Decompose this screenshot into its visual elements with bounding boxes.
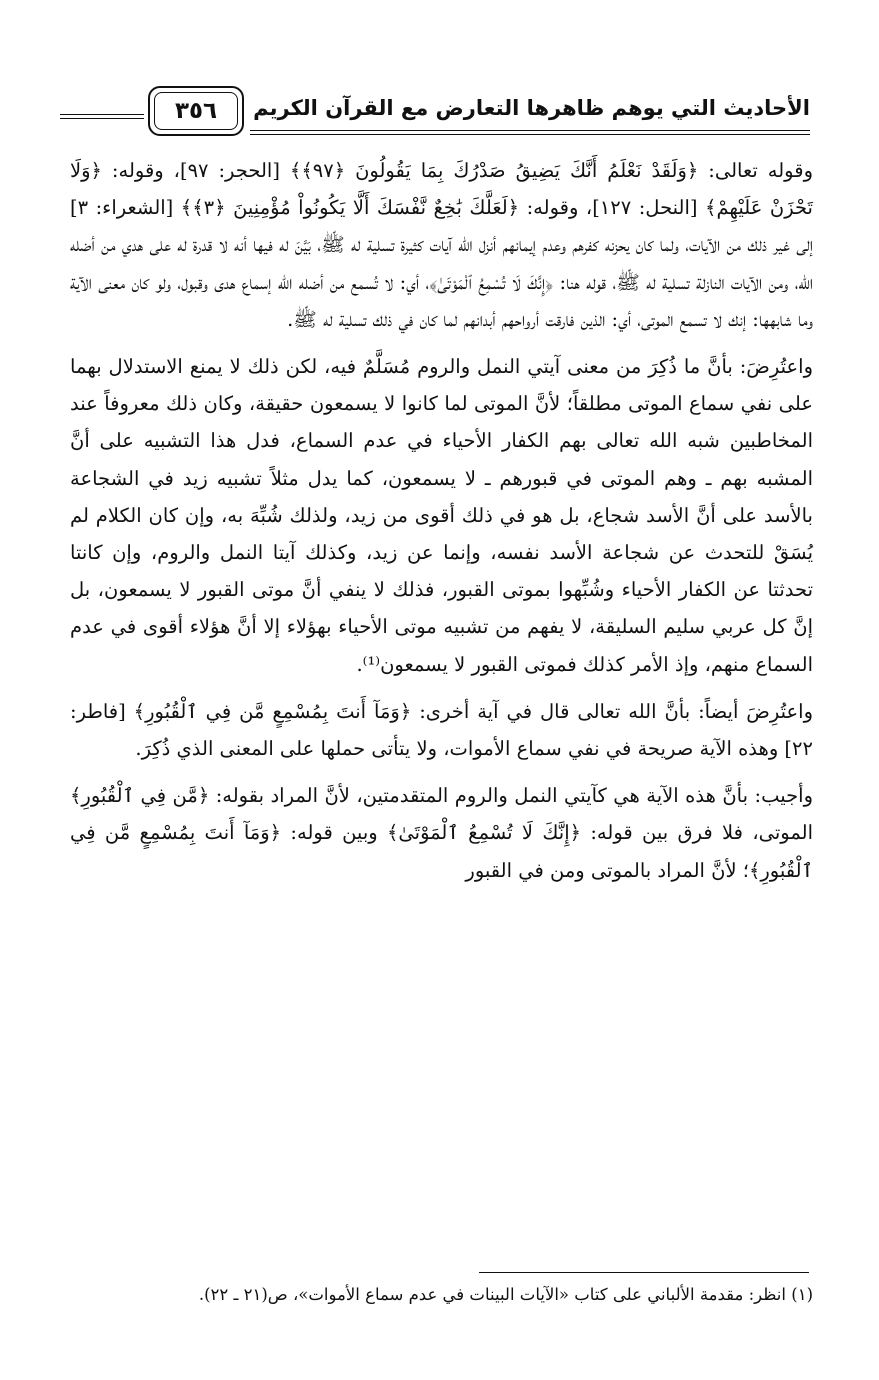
page-number-frame bbox=[148, 86, 244, 136]
paragraph: وقوله تعالى: ﴿وَلَقَدْ نَعْلَمُ أَنَّكَ يَضِيقُ صَدْرُكَ بِمَا يَقُولُونَ ﴿٩٧﴾﴾ [الحجر: ٩٧]، وقوله: ﴿وَلَا تَحْزَنْ عَلَيْهِمْ﴾ [النحل: ١٢٧]، وقوله: ﴿لَعَلَّكَ بَٰخِعٌ نَّفْسَكَ أَلَّا يَكُونُواْ مُؤْمِنِينَ ﴿٣﴾﴾ [الشعراء: ٣] إلى غير ذلك من الآيات، ولما كان يحزنه كفرهم وعدم إيمانهم أنزل الله آيات كثيرة تسلية له ﷺ، بَيَّنَ له فيها أنه لا قدرة له على هدي من أضله الله، ومن الآيات النازلة تسلية له ﷺ، قوله هنا: ﴿إِنَّكَ لَا تُسْمِعُ ٱلْمَوْتَىٰ﴾، أي: لا تُسمع من أضله الله إسماع هدى وقبول، ولو كان معنى الآية وما شابهها: إنك لا تسمع الموتى، أي: الذين فارقت أرواحهم أبدانهم لما كان في ذلك تسلية له ﷺ. bbox=[70, 159, 813, 331]
running-header bbox=[60, 86, 810, 138]
footnote bbox=[70, 1280, 813, 1310]
header-rule-left bbox=[60, 114, 144, 115]
footnote-rule bbox=[479, 1272, 809, 1273]
paragraph: واعتُرِضَ أيضاً: بأنَّ الله تعالى قال في آية أخرى: ﴿وَمَآ أَنتَ بِمُسْمِعٍ مَّن فِي ٱلْقُبُورِ﴾ [فاطر: ٢٢] وهذه الآية صريحة في نفي سماع الأموات، ولا يتأتى حملها على المعنى الذي ذُكِرَ. bbox=[70, 699, 813, 761]
header-rule-double bbox=[250, 134, 810, 135]
page-number: ٣٥٦ bbox=[174, 98, 218, 124]
paragraph: وأجيب: بأنَّ هذه الآية هي كآيتي النمل والروم المتقدمتين، لأنَّ المراد بقوله: ﴿مَّن فِي ٱلْقُبُورِ﴾ الموتى، فلا فرق بين قوله: ﴿إِنَّكَ لَا تُسْمِعُ ٱلْمَوْتَىٰ﴾ وبين قوله: ﴿وَمَآ أَنتَ بِمُسْمِعٍ مَّن فِي ٱلْقُبُورِ﴾؛ لأنَّ المراد بالموتى ومن في القبور bbox=[70, 784, 813, 882]
running-title: الأحاديث التي يوهم ظاهرها التعارض مع القرآن الكريم bbox=[253, 96, 810, 120]
footnote-text: انظر: مقدمة الألباني على كتاب «الآيات البينات في عدم سماع الأموات»، ص(٢١ ـ ٢٢). bbox=[198, 1285, 786, 1304]
paragraph: واعتُرِضَ: بأنَّ ما ذُكِرَ من معنى آيتي النمل والروم مُسَلَّمٌ فيه، لكن ذلك لا يمنع الاستدلال بهما على نفي سماع الموتى مطلقاً؛ لأنَّ الموتى لما كانوا لا يسمعون حقيقة، وكان ذلك معروفاً عند المخاطبين شبه الله تعالى بهم الكفار الأحياء في عدم السماع، فدل هذا التشبيه على أنَّ المشبه بهم ـ وهم الموتى في قبورهم ـ لا يسمعون، كما يدل مثلاً تشبيه زيد في الشجاعة بالأسد على أنَّ الأسد شجاع، بل هو في ذلك أقوى من زيد، ولذلك شُبِّهَ به، وإن كان الكلام لم يُسَقْ للتحدث عن شجاعة الأسد نفسه، وإنما عن زيد، وكذلك آيتا النمل والروم، وإن كانتا تحدثتا عن الكفار الأحياء وشُبِّهوا بموتى القبور، فذلك لا ينفي أنَّ موتى القبور لا يسمعون، بل إنَّ كل عربي سليم السليقة، لا يفهم من تشبيه موتى الأحياء بهؤلاء إلا أنَّ هؤلاء أقوى في عدم السماع منهم، وإذ الأمر كذلك فموتى القبور لا يسمعون⁽¹⁾. bbox=[70, 355, 813, 676]
footnote-marker: (١) bbox=[791, 1285, 813, 1304]
header-rule bbox=[250, 130, 810, 131]
main-text bbox=[70, 152, 813, 889]
header-rule-left-double bbox=[60, 118, 144, 119]
